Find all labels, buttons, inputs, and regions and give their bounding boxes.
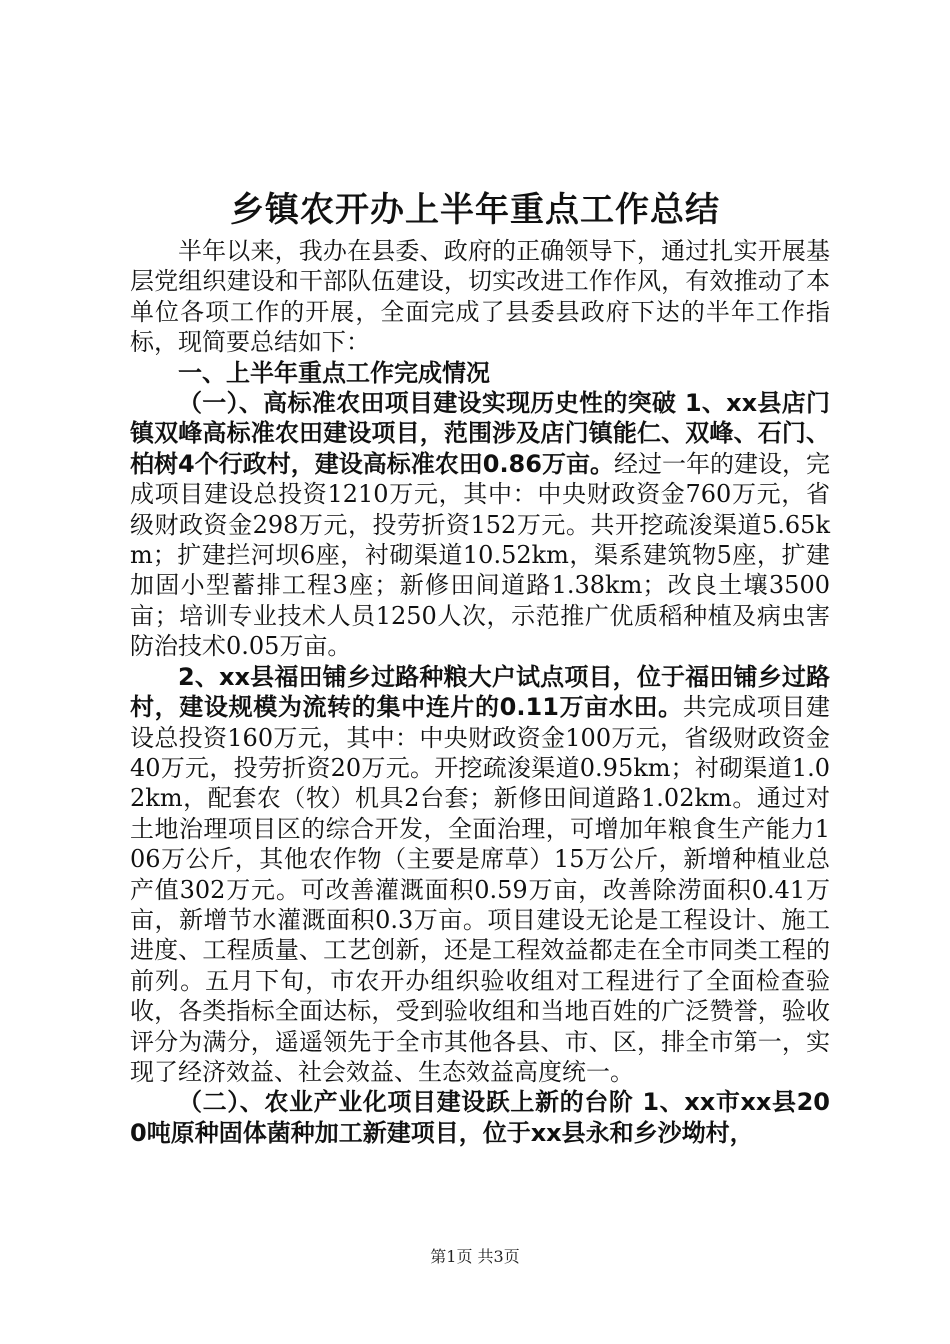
- document-title: 乡镇农开办上半年重点工作总结: [230, 190, 720, 230]
- subsection-1-paragraph: [130, 388, 830, 662]
- document-body: [130, 236, 830, 1148]
- page-footer: 第1页 共3页: [430, 1247, 520, 1266]
- item-2-paragraph: [130, 662, 830, 1088]
- intro-paragraph: 半年以来，我办在县委、政府的正确领导下，通过扎实开展基层党组织建设和干部队伍建设，切实改进工作作风，有效推动了本单位各项工作的开展，全面完成了县委县政府下达的半年工作指标，现简要总结如下：: [130, 237, 830, 357]
- section-heading: 一、上半年重点工作完成情况: [178, 358, 490, 387]
- item-2-heading: 2、xx县福田铺乡过路种粮大户试点项目，位于福田铺乡过路村，建设规模为流转的集中连片的0.11万亩水田。: [130, 662, 830, 722]
- subsection-1-heading: （一）、高标准农田项目建设实现历史性的突破 1、xx县店门镇双峰高标准农田建设项目，范围涉及店门镇能仁、双峰、石门、柏树4个行政村，建设高标准农田0.86万亩。: [130, 389, 830, 478]
- subsection-2-heading: （二）、农业产业化项目建设跃上新的台阶 1、xx市xx县200吨原种固体菌种加工新建项目，位于xx县永和乡沙坳村，: [130, 1088, 830, 1147]
- subsection-1-body: 经过一年的建设，完成项目建设总投资1210万元，其中：中央财政资金760万元，省级财政资金298万元，投劳折资152万元。共开挖疏浚渠道5.65km；扩建拦河坝6座，衬砌渠道10.52km，渠系建筑物5座，扩建加固小型蓄排工程3座；新修田间道路1.38km；改良土壤3500亩；培训专业技术人员1250人次，示范推广优质稻种植及病虫害防治技术0.05万亩。: [130, 449, 830, 661]
- item-2-body: 共完成项目建设总投资160万元，其中：中央财政资金100万元，省级财政资金40万元，投劳折资20万元。开挖疏浚渠道0.95km；衬砌渠道1.02km，配套农（牧）机具2台套；新修田间道路1.02km。通过对土地治理项目区的综合开发，全面治理，可增加年粮食生产能力106万公斤，其他农作物（主要是席草）15万公斤，新增种植业总产值302万元。可改善灌溉面积0.59万亩，改善除涝面积0.41万亩，新增节水灌溉面积0.3万亩。项目建设无论是工程设计、施工进度、工程质量、工艺创新，还是工程效益都走在全市同类工程的前列。五月下旬，市农开办组织验收组对工程进行了全面检查验收，各类指标全面达标，受到验收组和当地百姓的广泛赞誉，验收评分为满分，遥遥领先于全市其他各县、市、区，排全市第一，实现了经济效益、社会效益、生态效益高度统一。: [130, 693, 831, 1086]
